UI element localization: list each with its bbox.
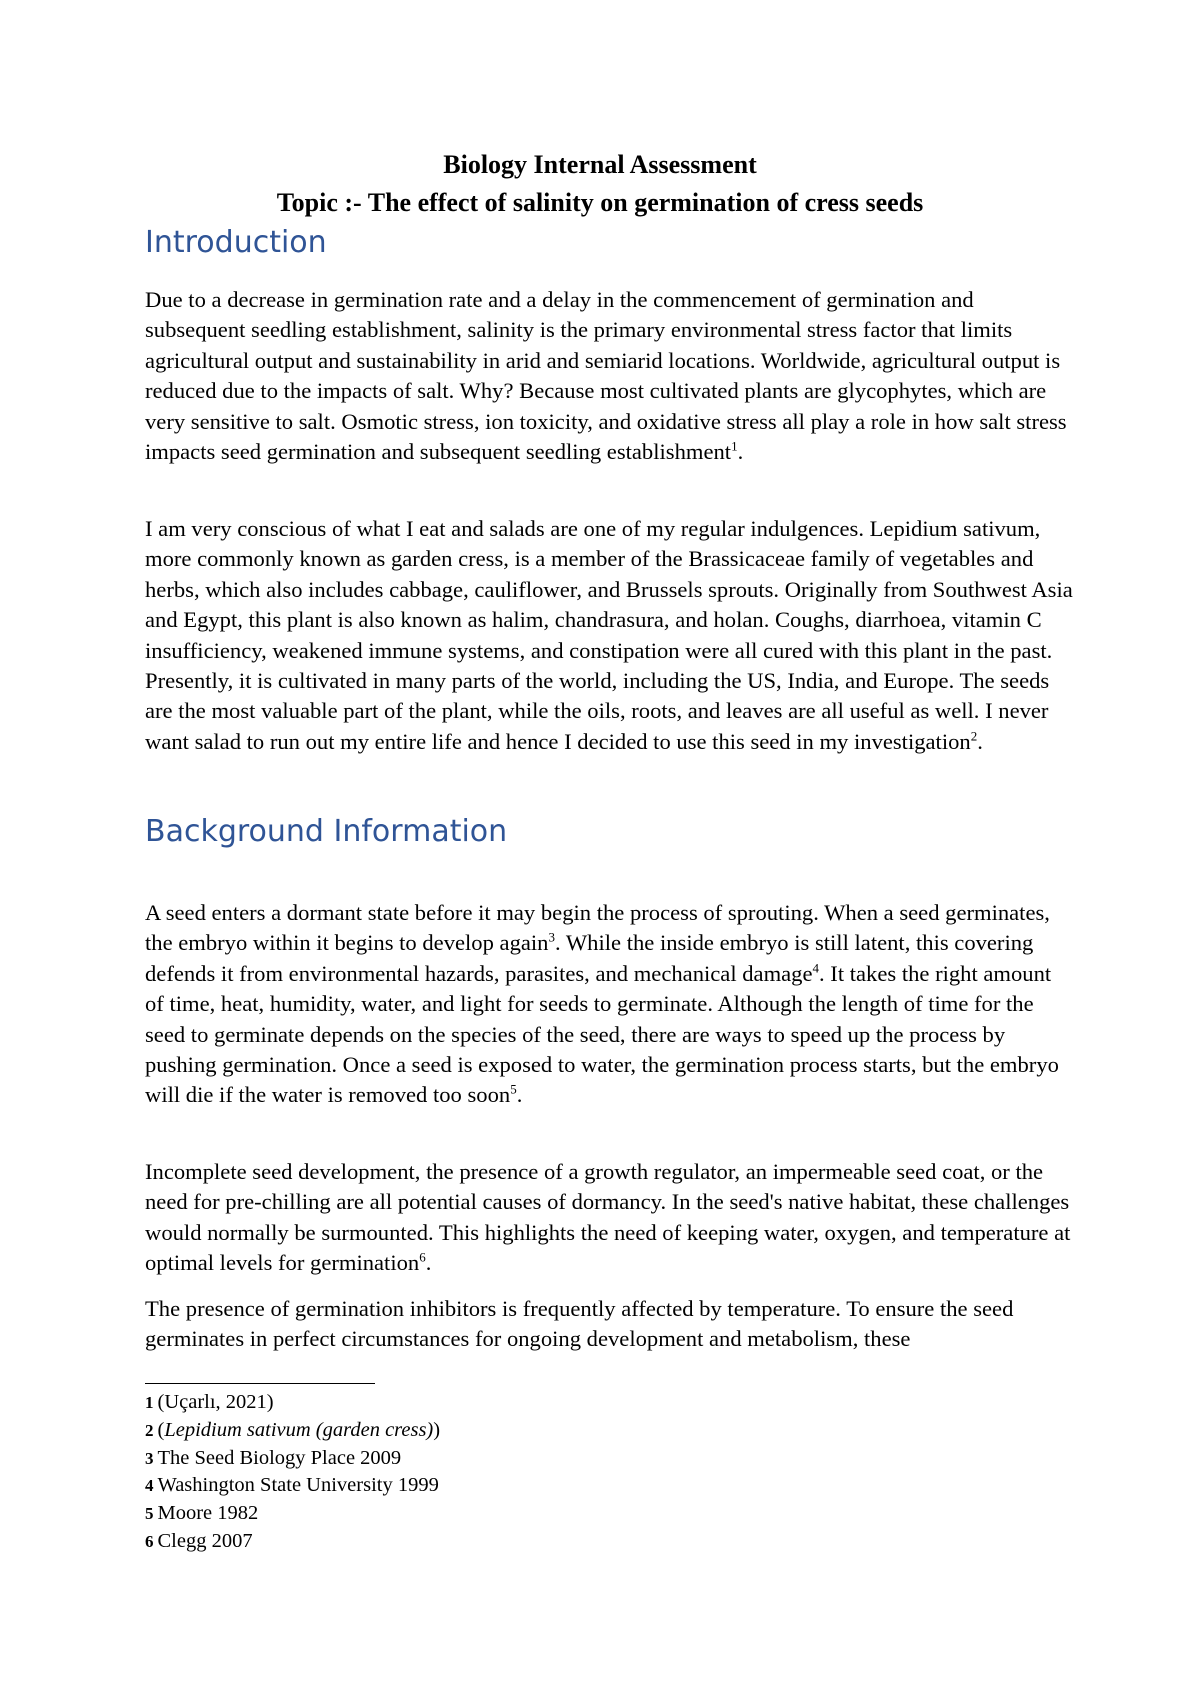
footnote-text: The Seed Biology Place 2009 bbox=[157, 1446, 402, 1469]
footnote-item bbox=[145, 1472, 440, 1500]
title-block bbox=[0, 146, 1200, 222]
footnote-ref-3: 3 bbox=[548, 929, 555, 945]
background-paragraph-2 bbox=[145, 1157, 1075, 1279]
document-title: Biology Internal Assessment bbox=[443, 150, 757, 179]
background-paragraph-1-text-b: . While the inside embryo is still latent, this covering defends it from environmental hazards, parasites, and mechanical damage bbox=[145, 930, 1034, 986]
footnote-item bbox=[145, 1389, 440, 1417]
footnote-number: 1 bbox=[145, 1393, 154, 1412]
footnote-separator bbox=[145, 1383, 375, 1384]
background-paragraph-1-text-c: . It takes the right amount of time, heat, humidity, water, and light for seeds to germinate. Although the length of time for the seed to germinate depends on the species of the seed, there are ways to speed up the process by pushing germination. Once a seed is exposed to water, the germination process starts, but the embryo will die if the water is removed too soon bbox=[145, 960, 1059, 1108]
background-paragraph-1 bbox=[145, 898, 1075, 1111]
document-topic: Topic :- The effect of salinity on germination of cress seeds bbox=[276, 188, 924, 217]
footnote-ref-6: 6 bbox=[419, 1249, 426, 1265]
footnote-item bbox=[145, 1417, 440, 1445]
footnote-number: 2 bbox=[145, 1420, 154, 1440]
paragraph-period: . bbox=[516, 1082, 523, 1108]
footnote-number: 3 bbox=[145, 1448, 154, 1468]
introduction-paragraph-2-text: I am very conscious of what I eat and salads are one of my regular indulgences. Lepidium sativum, more commonly known as garden cress, is a member of the Brassicaceae family of vegetables and herbs, which also includes cabbage, cauliflower, and Brussels sprouts. Originally from Southwest Asia and Egypt, this plant is also known as halim, chandrasura, and holan. Coughs, diarrhoea, vitamin C insufficiency, weakened immune systems, and constipation were all cured with this plant in the past. Presently, it is cultivated in many parts of the world, including the US, India, and Europe. The seeds are the most valuable part of the plant, while the oils, roots, and leaves are all useful as well. I never want salad to run out my entire life and hence I decided to use this seed in my investigation bbox=[145, 516, 1073, 754]
footnote-text: Clegg 2007 bbox=[157, 1529, 253, 1552]
paragraph-period: . bbox=[737, 439, 744, 465]
introduction-paragraph-1 bbox=[145, 285, 1075, 467]
footnote-item bbox=[145, 1500, 440, 1528]
background-paragraph-1-text-a: A seed enters a dormant state before it may begin the process of sprouting. When a seed germinates, the embryo within it begins to develop again bbox=[145, 900, 1050, 956]
introduction-paragraph-2 bbox=[145, 514, 1075, 757]
footnote-text: Washington State University 1999 bbox=[157, 1474, 439, 1497]
footnote-item bbox=[145, 1528, 440, 1556]
footnote-item bbox=[145, 1445, 440, 1473]
footnote-number: 5 bbox=[145, 1504, 154, 1524]
footnotes-list bbox=[145, 1389, 440, 1556]
footnote-italic-text: Lepidium sativum (garden cress) bbox=[164, 1418, 434, 1441]
footnote-close-paren: ) bbox=[433, 1418, 441, 1441]
introduction-paragraph-1-text: Due to a decrease in germination rate and a delay in the commencement of germination and subsequent seedling establishment, salinity is the primary environmental stress factor that limits agricultural output and sustainability in arid and semiarid locations. Worldwide, agricultural output is reduced due to the impacts of salt. Why? Because most cultivated plants are glycophytes, which are very sensitive to salt. Osmotic stress, ion toxicity, and oxidative stress all play a role in how salt stress impacts seed germination and subsequent seedling establishment bbox=[145, 287, 1067, 465]
footnote-text: Moore 1982 bbox=[157, 1502, 259, 1525]
footnote-number: 6 bbox=[145, 1531, 154, 1551]
footnote-ref-4: 4 bbox=[812, 960, 819, 976]
footnote-ref-5: 5 bbox=[510, 1081, 517, 1097]
footnote-text: (Uçarlı, 2021) bbox=[157, 1391, 274, 1413]
introduction-heading: Introduction bbox=[145, 225, 327, 260]
paragraph-period: . bbox=[977, 728, 983, 754]
background-heading: Background Information bbox=[145, 814, 508, 849]
footnote-ref-1: 1 bbox=[731, 438, 738, 454]
footnote-open-paren: ( bbox=[157, 1418, 165, 1441]
background-paragraph-3: The presence of germination inhibitors is frequently affected by temperature. To ensure the seed germinates in perfect circumstances for ongoing development and metabolism, these bbox=[145, 1296, 1014, 1352]
footnote-ref-2: 2 bbox=[970, 728, 978, 744]
background-paragraph-2-text: Incomplete seed development, the presence of a growth regulator, an impermeable seed coat, or the need for pre-chilling are all potential causes of dormancy. In the seed's native habitat, these challenges would normally be surmounted. This highlights the need of keeping water, oxygen, and temperature at optimal levels for germination bbox=[145, 1159, 1071, 1276]
paragraph-period: . bbox=[425, 1250, 432, 1276]
footnote-number: 4 bbox=[145, 1476, 154, 1496]
